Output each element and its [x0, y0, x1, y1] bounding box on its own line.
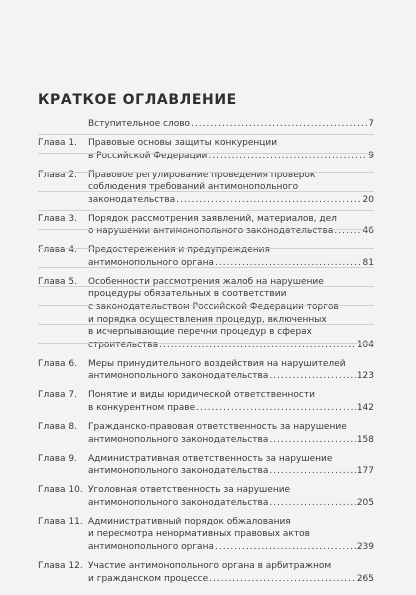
dot-leader [269, 497, 355, 510]
chapter-title-line: антимонопольного законодательства [88, 434, 269, 445]
page-number: 9 [368, 150, 374, 161]
toc-entry [38, 516, 374, 554]
page-number: 81 [362, 257, 374, 268]
chapter-title-line: процедуры обязательных в соответствии [88, 289, 287, 300]
toc-entry [38, 421, 374, 446]
toc-entry [38, 389, 374, 414]
dot-leader [191, 118, 367, 131]
chapter-title [88, 137, 374, 162]
toc-entry [38, 560, 374, 585]
dot-leader [269, 370, 355, 383]
entry-separator [38, 305, 374, 306]
chapter-title-line: соблюдения требований антимонопольного [88, 182, 299, 193]
chapter-title-line: Участие антимонопольного органа в арбитражном [88, 560, 332, 571]
chapter-label: Глава 4. [38, 245, 78, 256]
chapter-title [88, 516, 374, 554]
toc-entry [38, 453, 374, 478]
chapter-title [88, 358, 374, 383]
chapter-title [88, 560, 374, 585]
entry-separator [38, 343, 374, 344]
chapter-label: Глава 1. [38, 137, 78, 148]
chapter-title-line: Меры принудительного воздействия на нарушителей [88, 358, 346, 369]
chapter-title-line: и гражданском процессе [88, 573, 209, 584]
chapter-title-line: о нарушении антимонопольного законодательства [88, 226, 334, 237]
toc-entry [38, 118, 374, 131]
chapter-title [88, 276, 374, 352]
chapter-label [38, 118, 88, 131]
page-number: 46 [362, 226, 374, 237]
page-number: 123 [356, 371, 374, 382]
chapter-label: Глава 2. [38, 169, 78, 180]
dot-leader [334, 225, 361, 238]
chapter-title-line: и пересмотра ненормативных правовых актов [88, 529, 310, 540]
chapter-title-line: Предостережения и предупреждения [88, 245, 270, 256]
chapter-title-line: Порядок рассмотрения заявлений, материалов, дел [88, 213, 337, 224]
toc-entry [38, 213, 374, 238]
dot-leader [208, 150, 367, 163]
entry-separator [38, 210, 374, 211]
chapter-title [88, 421, 374, 446]
dot-leader [196, 402, 356, 415]
toc-entry [38, 358, 374, 383]
chapter-title-line: антимонопольного законодательства [88, 466, 269, 477]
page-number: 104 [356, 339, 374, 350]
page-number: 20 [362, 194, 374, 205]
chapter-title-line: с законодательством Российской Федерации торгов [88, 302, 339, 313]
toc-entry [38, 276, 374, 352]
chapter-label: Глава 6. [38, 358, 78, 369]
chapter-label: Глава 3. [38, 213, 78, 224]
chapter-title-line: Административная ответственность за нарушение [88, 453, 333, 464]
chapter-title-line: Вступительное слово [88, 119, 191, 129]
chapter-label: Глава 12. [38, 560, 83, 571]
chapter-title-line: и порядка осуществления процедур, включенных [88, 314, 327, 325]
page-number: 142 [356, 403, 374, 414]
page-number: 177 [356, 466, 374, 477]
entry-separator [38, 248, 374, 249]
chapter-title-line: антимонопольного органа [88, 257, 214, 268]
dot-leader [215, 541, 356, 554]
chapter-title-line: антимонопольного органа [88, 541, 214, 552]
dot-leader [269, 465, 355, 478]
chapter-title [88, 453, 374, 478]
entry-separator [38, 134, 374, 135]
entry-separator [38, 229, 374, 230]
entry-separator [38, 324, 374, 325]
chapter-title-line: Административный порядок обжалования [88, 516, 291, 527]
chapter-label: Глава 9. [38, 453, 78, 464]
page-number: 265 [356, 573, 374, 584]
page-number: 158 [356, 434, 374, 445]
entry-separator [38, 172, 374, 173]
table-of-contents [38, 118, 374, 591]
dot-leader [269, 434, 355, 447]
chapter-title [88, 213, 374, 238]
toc-entry [38, 137, 374, 162]
chapter-title-line: законодательства [88, 194, 176, 205]
chapter-label: Глава 11. [38, 516, 83, 527]
toc-entry [38, 169, 374, 207]
page-number: 239 [356, 541, 374, 552]
chapter-title-line: антимонопольного законодательства [88, 497, 269, 508]
chapter-title-line: Понятие и виды юридической ответственности [88, 390, 315, 401]
page-number: 205 [356, 497, 374, 508]
dot-leader [159, 339, 356, 352]
dot-leader [209, 573, 356, 586]
chapter-title [88, 389, 374, 414]
entry-separator [38, 191, 374, 192]
chapter-title-line: антимонопольного законодательства [88, 371, 269, 382]
chapter-title [88, 169, 374, 207]
page-number: 7 [368, 119, 374, 129]
chapter-title [88, 484, 374, 509]
chapter-title-line: Правовые основы защиты конкуренции [88, 137, 278, 148]
entry-separator [38, 286, 374, 287]
toc-entry [38, 484, 374, 509]
chapter-label: Глава 10. [38, 485, 83, 496]
chapter-title-line: в конкурентном праве [88, 403, 196, 414]
chapter-title-line: Уголовная ответственность за нарушение [88, 485, 291, 496]
chapter-title [88, 118, 374, 131]
dot-leader [176, 194, 361, 207]
chapter-label: Глава 5. [38, 276, 78, 287]
chapter-title-line: Гражданско-правовая ответственность за нарушение [88, 422, 347, 432]
chapter-title-line: Правовое регулирование проведения проверок [88, 169, 316, 180]
chapter-title-line: строительства [88, 339, 159, 350]
chapter-title-line: в исчерпывающие перечни процедур в сферах [88, 327, 313, 338]
chapter-label: Глава 8. [38, 422, 78, 432]
entry-separator [38, 153, 374, 154]
chapter-label: Глава 7. [38, 390, 78, 401]
chapter-title-line: в Российской Федерации [88, 150, 208, 161]
chapter-title-line: Особенности рассмотрения жалоб на нарушение [88, 276, 324, 287]
toc-title: КРАТКОЕ ОГЛАВЛЕНИЕ [38, 92, 237, 108]
entry-separator [38, 267, 374, 268]
